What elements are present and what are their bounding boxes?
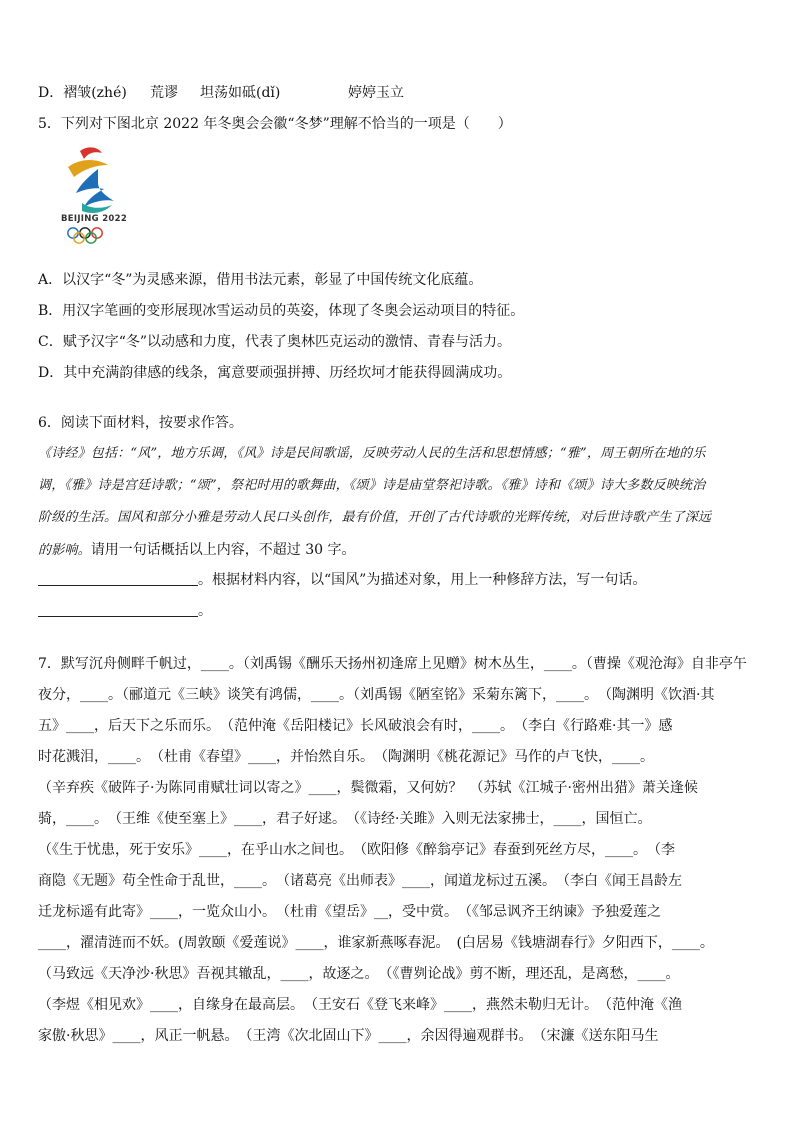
q6-answer-line-2 [38,601,212,621]
q7-line-10: ____，濯清涟而不妖。(周敦颐《爱莲说》____，谁家新燕啄春泥。 (白居易《钱塘湖春行》夕阳西下，____。 [38,935,714,951]
q6-material-line-2: 调，《雅》诗是宫廷诗歌；“颂”，祭祀时用的歌舞曲，《颂》诗是庙堂祭祀诗歌。《雅》诗和《颂》诗大多数反映统治 [38,478,706,493]
q5-option-c: C．赋予汉字“冬”以动感和力度，代表了奥林匹克运动的激情、青春与活力。 [38,334,512,350]
answer-blank-2[interactable] [38,602,198,617]
q6-task-2: 。根据材料内容，以“国风”为描述对象，用上一种修辞方法，写一句话。 [198,572,647,588]
q4-d-word-4: 婷婷玉立 [348,85,404,101]
q6-answer-line-1 [38,570,646,590]
q7-line-3: 五》____，后天下之乐而乐。 （范仲淹《岳阳楼记》长风破浪会有时，____。 （李白《行路难·其一》感 [38,718,673,734]
emblem-stroke-red [80,147,102,159]
emblem-wordmark: BEIJING 2022 [61,214,128,224]
q5-stem: 5．下列对下图北京 2022 年冬奥会会徽“冬梦”理解不恰当的一项是（ ） [38,116,512,132]
q7-line-5: （辛弃疾《破阵子·为陈同甫赋壮词以寄之》____，鬓微霜，又何妨？ （苏轼《江城子·密州出猎》萧关逢候 [38,780,698,796]
q7-line-1: 7．默写沉舟侧畔千帆过，____。（刘禹锡《酬乐天扬州初逢席上见赠》树木丛生，____。（曹操《观沧海》自非亭午 [38,656,747,672]
q6-end-mark: 。 [198,603,212,619]
q7-line-9: 迁龙标遥有此寄》____，一览众山小。 （杜甫《望岳》__，受中赏。 （《邹忌讽齐王纳谏》予独爱莲之 [38,904,661,920]
q7-line-11: （马致远《天净沙·秋思》吾视其辙乱，____，故逐之。 （《曹刿论战》剪不断，理还乱，是离愁，____。 [38,966,680,982]
q7-line-7: （《生于忧患，死于安乐》____，在乎山水之间也。 （欧阳修《醉翁亭记》春蚕到死丝方尽，____。 （李 [38,842,675,858]
q4-d-word-3: 坦荡如砥(dǐ) [200,85,281,101]
q7-line-6: 骑，____。 （王维《使至塞上》____，君子好逑。 （《诗经·关雎》入则无法家拂士，____，国恒亡。 [38,811,652,827]
q7-line-4: 时花溅泪，____。 （杜甫《春望》____，并怡然自乐。 （陶渊明《桃花源记》马作的卢飞快，____。 [38,749,654,765]
q4-d-word-2: 荒谬 [150,85,178,101]
q7-line-2: 夜分，____。（郦道元《三峡》谈笑有鸿儒，____。（刘禹锡《陋室铭》采菊东篱下，____。 （陶渊明《饮酒·其 [38,687,715,703]
q7-line-12: （李煜《相见欢》____，自缘身在最高层。 （王安石《登飞来峰》____，燕然未勒归无计。 （范仲淹《渔 [38,997,682,1013]
q6-stem: 6．阅读下面材料，按要求作答。 [38,415,243,431]
q6-material-line-4 [38,540,356,561]
q6-material-line-1: 《诗经》包括：“风”，地方乐调，《风》诗是民间歌谣，反映劳动人民的生活和思想情感；“雅”，周王朝所在地的乐 [38,446,706,461]
emblem-stroke-blue [76,169,114,207]
q6-material-line-3: 阶级的生活。国风和部分小雅是劳动人民口头创作，最有价值，开创了古代诗歌的光辉传统，对后世诗歌产生了深远 [38,510,712,525]
beijing-2022-emblem [58,143,128,248]
q6-task-1: 请用一句话概括以上内容，不超过 30 字。 [90,542,356,558]
q4-option-d [38,83,404,103]
answer-blank-1[interactable] [38,571,198,586]
q5-option-a: A．以汉字“冬”为灵感来源，借用书法元素，彰显了中国传统文化底蕴。 [38,272,483,288]
q6-material-end: 的影响。 [38,543,91,558]
q7-line-13: 家傲·秋思》____，风正一帆悬。 （王湾《次北固山下》____，余因得遍观群书。 （宋濂《送东阳马生 [38,1028,659,1044]
emblem-stroke-gold [68,160,108,177]
q5-option-b: B．用汉字笔画的变形展现冰雪运动员的英姿，体现了冬奥会运动项目的特征。 [38,303,525,319]
q4-d-word-1: D．褶皱(zhé) [38,85,127,101]
q5-option-d: D．其中充满韵律感的线条，寓意要顽强拼搏、历经坎坷才能获得圆满成功。 [38,365,512,381]
q7-line-8: 商隐《无题》苟全性命于乱世，____。 （诸葛亮《出师表》____，闻道龙标过五溪。 （李白《闻王昌龄左 [38,873,682,889]
